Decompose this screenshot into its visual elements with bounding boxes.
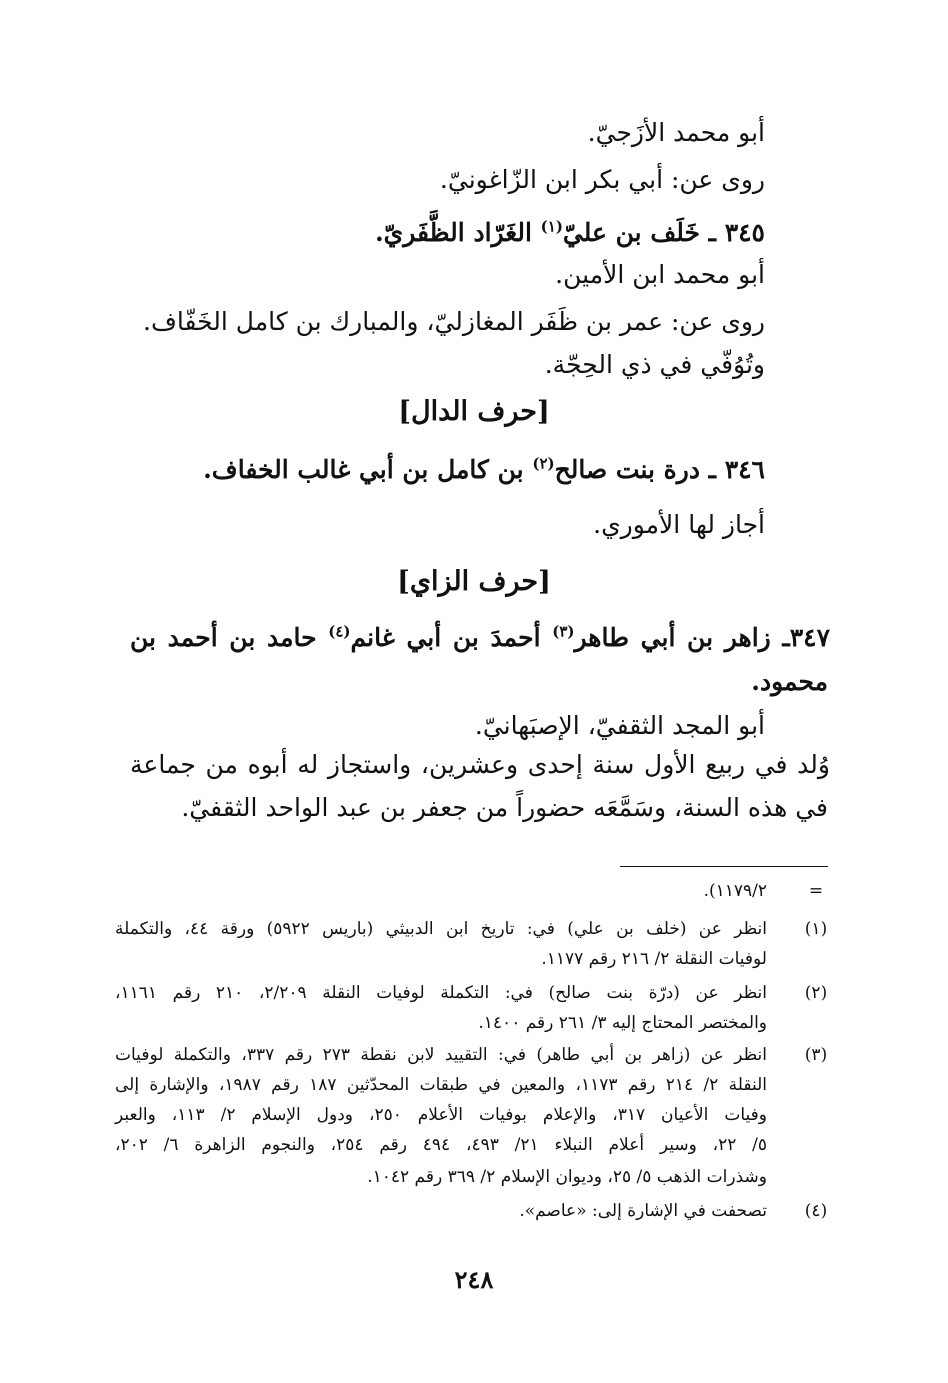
footnote-1-line: انظر عن (خلف بن علي) في: تاريخ ابن الدبيثي (باريس ٥٩٢٢) ورقة ٤٤، والتكملة: [115, 919, 768, 939]
footnote-2-line: والمختصر المحتاج إليه ٣/ ٢٦١ رقم ١٤٠٠.: [478, 1013, 767, 1033]
footnote-3-line: النقلة ٢/ ٢١٤ رقم ١١٧٣، والمعين في طبقات المحدّثين ١٨٧ رقم ١٩٨٧، والإشارة إلى: [115, 1075, 767, 1095]
footnote-3-line: وشذرات الذهب ٥/ ٢٥، وديوان الإسلام ٢/ ٣٦٩ رقم ١٠٤٢.: [367, 1167, 767, 1187]
footnote-3-line: انظر عن (زاهر بن أبي طاهر) في: التقييد لابن نقطة ٢٧٣ رقم ٣٣٧، والتكملة لوفيات: [115, 1045, 767, 1065]
footnote-3-line: وفيات الأعيان ٣١٧، والإعلام بوفيات الأعلام ٢٥٠، ودول الإسلام ٢/ ١١٣، والعبر: [115, 1105, 767, 1125]
footnote-2-marker: (٢): [804, 983, 828, 1003]
body-line-narrated-from-maghazili: روى عن: عمر بن ظَفَر المغازليّ، والمبارك بن كامل الخَفّاف.: [143, 307, 765, 336]
footnote-3-marker: (٣): [804, 1045, 828, 1065]
entry-347-middle: أحمدَ بن أبي غانم: [350, 623, 553, 652]
footnote-continuation-text: ١١٧٩/٢).: [703, 881, 767, 901]
entry-346-heading: [203, 450, 765, 490]
entry-347-name: ٣٤٧ـ زاهر بن أبي طاهر: [574, 623, 831, 652]
footnote-3-line: ٥/ ٢٢، وسير أعلام النبلاء ٢١/ ٤٩٣، ٤٩٤ رقم ٢٥٤، والنجوم الزاهرة ٦/ ٢٠٢،: [115, 1135, 767, 1155]
entry-347-heading: [130, 618, 830, 658]
entry-345-heading: [375, 213, 765, 253]
footnote-continuation-marker: =: [808, 881, 824, 901]
footnote-1-line: لوفيات النقلة ٢/ ٢١٦ رقم ١١٧٧.: [541, 949, 767, 969]
body-line-kunya-azaji: أبو محمد الأزَجيّ.: [587, 118, 765, 147]
section-heading-zay: [حرف الزاي]: [397, 566, 551, 597]
entry-347-lineage: حامد بن أحمد بن: [130, 623, 329, 652]
entry-347-continuation: محمود.: [751, 667, 828, 696]
body-line-born-rabi: وُلد في ربيع الأول سنة إحدى وعشرين، واستجاز له أبوه من جماعة: [130, 750, 830, 779]
footnote-4-line: تصحفت في الإشارة إلى: «عاصم».: [519, 1201, 767, 1221]
page-number: ٢٤٨: [454, 1265, 494, 1294]
body-line-samma-hudur: في هذه السنة، وسَمَّعَه حضوراً من جعفر بن عبد الواحد الثقفيّ.: [181, 793, 828, 822]
footnote-4-marker: (٤): [804, 1201, 828, 1221]
body-line-died-dhul-hijja: وتُوُفّي في ذي الحِجّة.: [544, 350, 765, 379]
entry-345-nisba: الغَرّاد الظَّفَريّ.: [374, 218, 541, 247]
footnote-ref-3[interactable]: (٣): [552, 622, 575, 641]
body-line-ijaza-amuri: أجاز لها الأموري.: [593, 510, 765, 539]
footnote-ref-4[interactable]: (٤): [328, 622, 351, 641]
body-line-kunya-thaqafi: أبو المجد الثقفيّ، الإصبَهانيّ.: [474, 711, 765, 740]
footnote-ref-2[interactable]: (٢): [532, 454, 555, 473]
footnote-1-marker: (١): [804, 919, 828, 939]
body-line-kunya-amin: أبو محمد ابن الأمين.: [555, 260, 765, 289]
section-heading-dal: [حرف الدال]: [398, 396, 550, 427]
footnote-separator: [620, 866, 828, 867]
body-line-narrated-from-zaghuni: روى عن: أبي بكر ابن الزّاغونيّ.: [439, 165, 765, 194]
footnote-2-line: انظر عن (درّة بنت صالح) في: التكملة لوفيات النقلة ٢/٢٠٩، ٢١٠ رقم ١١٦١،: [115, 983, 767, 1003]
entry-346-lineage: بن كامل بن أبي غالب الخفاف.: [203, 455, 533, 484]
entry-346-name: ٣٤٦ ـ درة بنت صالح: [554, 455, 765, 484]
entry-345-name: ٣٤٥ ـ خَلَف بن عليّ: [562, 218, 765, 247]
footnote-ref-1[interactable]: (١): [540, 217, 563, 236]
